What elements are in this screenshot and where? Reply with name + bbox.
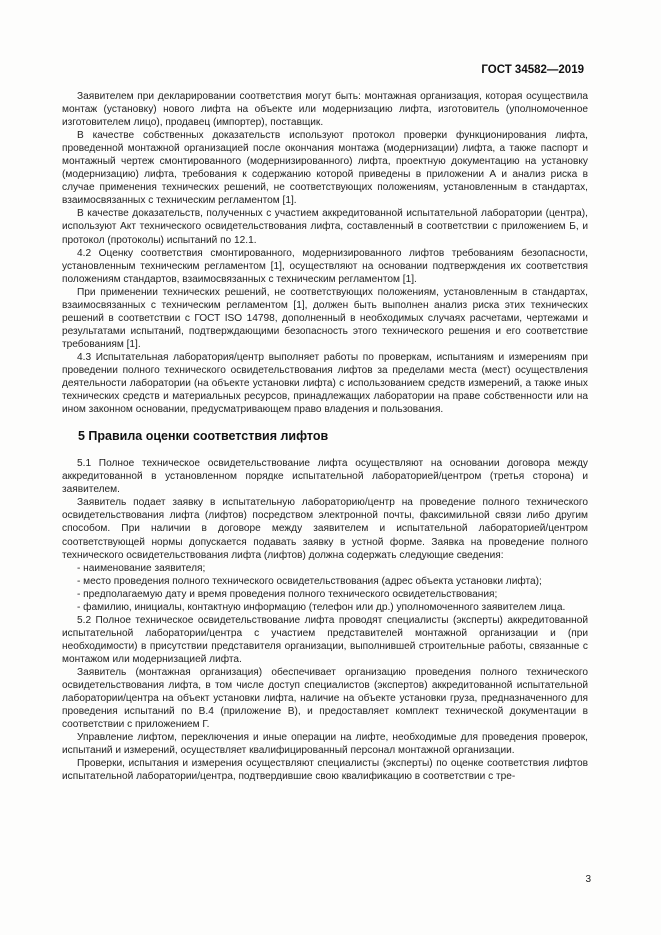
paragraph: В качестве доказательств, полученных с участием аккредитованной испытательной лаборатории (центра), используют Акт технического освидетельствования лифта, составленный в соответствии с приложением Б, и протокол (протоколы) испытаний по 12.1.: [62, 208, 588, 246]
paragraph: 4.3 Испытательная лаборатория/центр выполняет работы по проверкам, испытаниям и измерениям при проведении полного технического освидетельствования лифтов за пределами места (мест) осуществления деятельности лаборатории (на объекте установки лифта) с использованием средств измерений, а также иных технических средств и материальных ресурсов, принадлежащих лаборатории на праве собственности или на ином законном основании, предусматривающем право владения и пользования.: [62, 351, 588, 416]
paragraph: 5.2 Полное техническое освидетельствование лифта проводят специалисты (эксперты) аккредитованной испытательной лаборатории/центра с участием представителей монтажной организации и (при необходимости) в присутствии представителя организации, выполнившей строительные работы, связанные с монтажом или модернизацией лифта.: [62, 614, 588, 665]
page-number: 3: [585, 874, 591, 885]
paragraph: 5.1 Полное техническое освидетельствование лифта осуществляют на основании договора между аккредитованной в установленном порядке испытательной лабораторией/центром (третья сторона) и заявителем.: [62, 458, 588, 496]
paragraph: В качестве собственных доказательств используют протокол проверки функционирования лифта, проведенной монтажной организацией после окончания монтажа (модернизации) лифта, а также паспорт и монтажный чертеж смонтированного (модернизированного) лифта, проектную документацию на установку (модернизацию) лифта, требования к содержанию которой приведены в приложении А и анализ риска в случае применения технических решений, не соответствующих положениям, установленным в стандартах, взаимосвязанных с техническим регламентом [1].: [62, 130, 588, 207]
paragraph: Заявителем при декларировании соответствия могут быть: монтажная организация, которая осуществила монтаж (установку) нового лифта на объекте или модернизацию лифта, изготовитель (уполномоченное изготовителем лицо), продавец (импортер), поставщик.: [62, 91, 588, 129]
paragraph: Заявитель (монтажная организация) обеспечивает организацию проведения полного технического освидетельствования лифта, в том числе доступ специалистов (экспертов) аккредитованной испытательной лаборатории/центра на объект установки лифта, наличие на объекте установки груза, предназначенного для проведения испытаний по В.4 (приложение В), и предоставляет комплект технической документации в соответствии с приложением Г.: [62, 666, 588, 731]
list-item: - фамилию, инициалы, контактную информацию (телефон или др.) уполномоченного заявителем лица.: [77, 601, 566, 613]
paragraph: Управление лифтом, переключения и иные операции на лифте, необходимые для проведения проверок, испытаний и измерений, осуществляет квалифицированный персонал монтажной организации.: [62, 732, 588, 757]
list-item: - наименование заявителя;: [77, 562, 206, 574]
body-text: [62, 90, 588, 783]
paragraph: При применении технических решений, не соответствующих положениям, установленным в стандартах, взаимосвязанных с техническим регламентом [1], должен быть выполнен анализ риска этих технических решений в соответствии с ГОСТ ISO 14798, дополненный в необходимых случаях расчетами, чертежами и результатами испытаний, подтверждающими безопасность этого технического решения и его соответствие требованиям [1].: [62, 286, 588, 350]
paragraph: Проверки, испытания и измерения осуществляют специалисты (эксперты) по оценке соответствия лифтов испытательной лаборатории/центра, подтвердившие свою квалификацию в соответствии с тре-: [62, 758, 588, 783]
section-title: 5 Правила оценки соответствия лифтов: [78, 429, 329, 444]
standard-header: ГОСТ 34582—2019: [481, 64, 584, 76]
paragraph: 4.2 Оценку соответствия смонтированного, модернизированного лифтов требованиям безопасности, установленным техническим регламентом [1], осуществляют на основании подтверждения их соответствия положениям стандартов, взаимосвязанных с техническим регламентом [1].: [62, 247, 588, 285]
list-item: - предполагаемую дату и время проведения полного технического освидетельствования;: [77, 588, 498, 600]
list-item: - место проведения полного технического освидетельствования (адрес объекта установки лифта);: [77, 575, 542, 587]
paragraph: Заявитель подает заявку в испытательную лабораторию/центр на проведение полного технического освидетельствования лифта (лифтов) посредством электронной почты, факсимильной связи либо другим способом. При наличии в договоре между заявителем и испытательной лабораторией/центром соответствующей нормы допускается подавать заявку в устной форме. Заявка на проведение полного технического освидетельствования лифта (лифтов) должна содержать следующие сведения:: [62, 497, 588, 561]
